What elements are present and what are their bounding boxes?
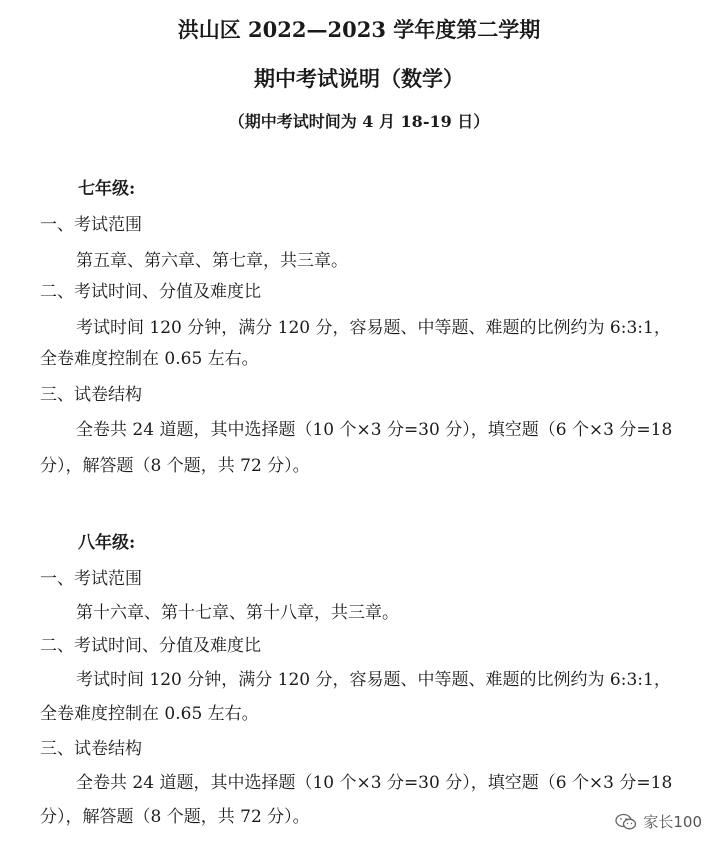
grade7-section1-body: 第五章、第六章、第七章，共三章。 [76,251,348,271]
grade8-section2-body-line1: 考试时间 120 分钟，满分 120 分，容易题、中等题、难题的比例约为 6:3:1， [76,670,671,690]
grade8-heading: 八年级: [78,533,136,553]
grade7-section2-body-line1: 考试时间 120 分钟，满分 120 分，容易题、中等题、难题的比例约为 6:3:1， [76,318,671,338]
grade7-section3-body-line1: 全卷共 24 道题，其中选择题（10 个×3 分=30 分），填空题（6 个×3 分=18 [76,420,673,440]
document-title: 洪山区 2022—2023 学年度第二学期 [177,17,541,42]
grade7-section2-body-line2: 全卷难度控制在 0.65 左右。 [40,349,259,369]
grade8-section3-body-line1: 全卷共 24 道题，其中选择题（10 个×3 分=30 分），填空题（6 个×3 分=18 [76,773,673,793]
watermark-text: 家长100 [643,813,702,831]
document-subtitle: 期中考试说明（数学） [254,66,464,91]
exam-date-note: （期中考试时间为 4 月 18-19 日） [228,112,490,131]
grade7-section3-title: 三、试卷结构 [40,385,142,405]
grade8-section2-body-line2: 全卷难度控制在 0.65 左右。 [40,704,259,724]
grade8-section1-body: 第十六章、第十七章、第十八章，共三章。 [76,603,399,623]
grade7-heading: 七年级: [78,179,136,199]
grade8-section3-title: 三、试卷结构 [40,739,142,759]
watermark [615,811,702,832]
grade7-section3-body-line2: 分），解答题（8 个题，共 72 分）。 [40,456,310,476]
grade8-section2-title: 二、考试时间、分值及难度比 [40,636,261,656]
grade8-section3-body-line2: 分），解答题（8 个题，共 72 分）。 [40,807,310,827]
grade7-section2-title: 二、考试时间、分值及难度比 [40,282,261,302]
grade8-section1-title: 一、考试范围 [40,569,142,589]
wechat-icon [615,813,637,831]
grade7-section1-title: 一、考试范围 [40,215,142,235]
